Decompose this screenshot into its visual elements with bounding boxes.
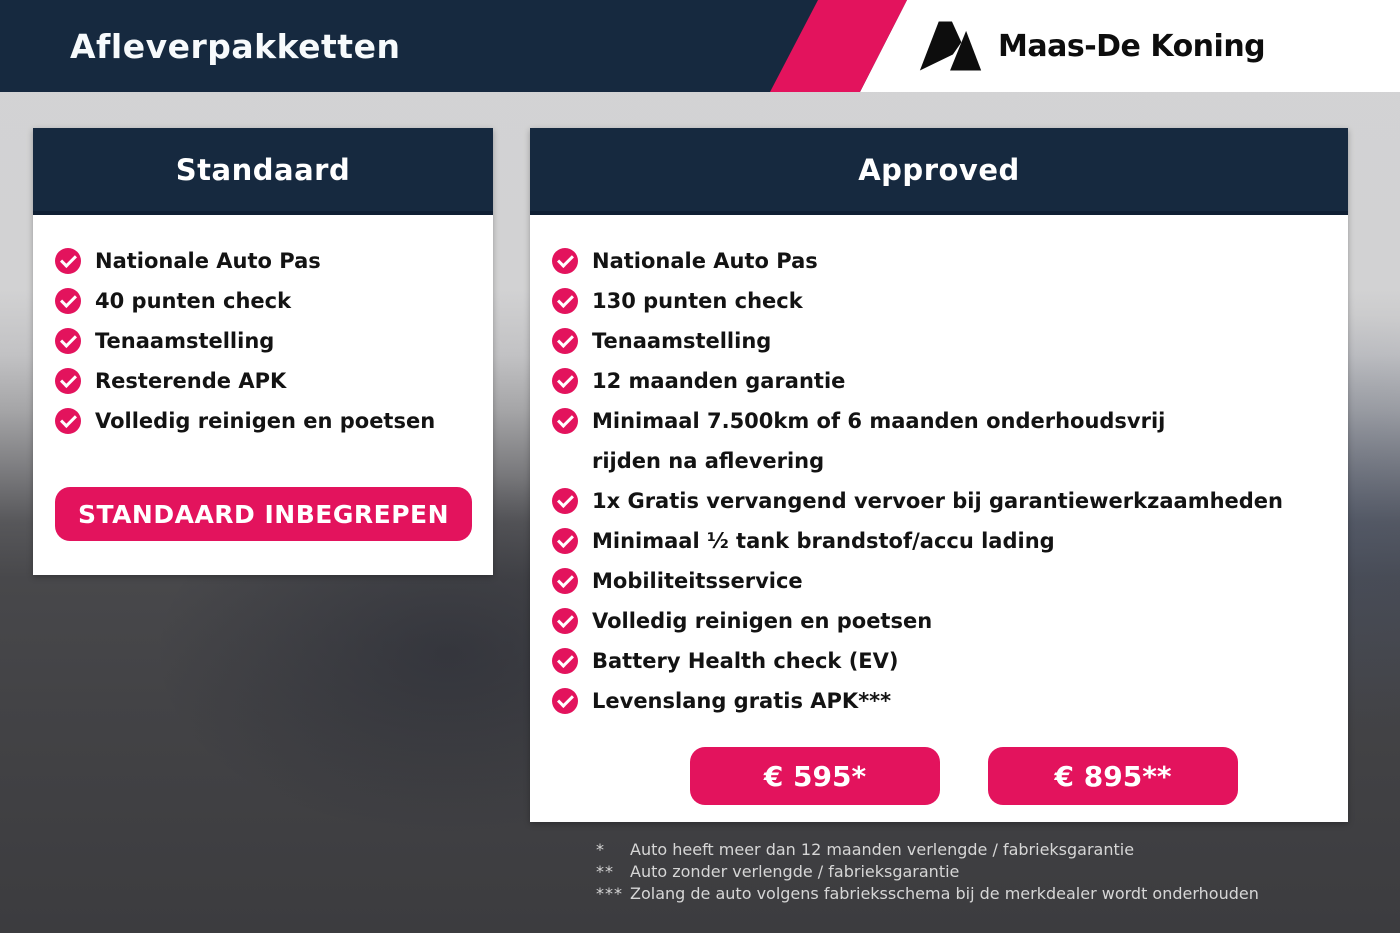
footnote-mark: ***	[596, 883, 623, 903]
standaard-included-button[interactable]: STANDAARD INBEGREPEN	[55, 487, 472, 541]
card-approved-header	[530, 128, 1348, 215]
check-circle-icon	[55, 368, 81, 394]
list-item	[552, 601, 1330, 641]
brand-name: Maas-De Koning	[998, 28, 1266, 64]
item-label: Resterende APK	[95, 369, 287, 393]
footnote-text: Zolang de auto volgens fabrieksschema bij de merkdealer wordt onderhouden	[630, 883, 1259, 903]
item-label: Tenaamstelling	[592, 329, 772, 353]
check-circle-icon	[55, 288, 81, 314]
check-circle-icon	[552, 328, 578, 354]
approved-feature-list	[552, 241, 1330, 721]
list-item	[55, 401, 475, 441]
list-item	[55, 361, 475, 401]
card-approved	[530, 128, 1348, 822]
check-circle-icon	[55, 328, 81, 354]
footnote-text: Auto zonder verlengde / fabrieksgarantie	[630, 861, 960, 881]
footnote	[596, 838, 1259, 860]
check-circle-icon	[552, 608, 578, 634]
list-item	[552, 361, 1330, 401]
price-595-button[interactable]: € 595*	[690, 747, 940, 805]
item-label: 1x Gratis vervangend vervoer bij garantiewerkzaamheden	[592, 489, 1283, 513]
footnote-mark: *	[596, 839, 605, 859]
card-standaard	[33, 128, 493, 575]
list-item	[55, 281, 475, 321]
list-item	[552, 481, 1330, 521]
check-circle-icon	[55, 408, 81, 434]
item-label: 130 punten check	[592, 289, 803, 313]
list-item	[552, 561, 1330, 601]
list-item	[55, 321, 475, 361]
item-label: Nationale Auto Pas	[592, 249, 818, 273]
footnote	[596, 860, 1259, 882]
check-circle-icon	[552, 488, 578, 514]
brand-logo	[918, 0, 1265, 92]
footnote	[596, 882, 1259, 904]
list-item	[55, 241, 475, 281]
footnotes	[596, 838, 1259, 904]
item-label: Levenslang gratis APK***	[592, 689, 892, 713]
check-circle-icon	[552, 368, 578, 394]
item-label: Minimaal 7.500km of 6 maanden onderhoudsvrij	[592, 409, 1166, 433]
list-item	[552, 241, 1330, 281]
item-label: Tenaamstelling	[95, 329, 275, 353]
list-item	[552, 681, 1330, 721]
standaard-feature-list	[55, 241, 475, 441]
item-label: 12 maanden garantie	[592, 369, 846, 393]
check-circle-icon	[552, 528, 578, 554]
item-label: Volledig reinigen en poetsen	[592, 609, 933, 633]
list-item	[552, 401, 1330, 441]
card-standaard-header	[33, 128, 493, 215]
list-item-continuation	[592, 441, 1330, 481]
check-circle-icon	[552, 648, 578, 674]
footnote-mark: **	[596, 861, 614, 881]
header-bar	[0, 0, 1400, 92]
card-approved-body	[530, 215, 1348, 721]
card-standaard-title: Standaard	[175, 152, 351, 187]
check-circle-icon	[552, 288, 578, 314]
item-label: Battery Health check (EV)	[592, 649, 899, 673]
check-circle-icon	[552, 248, 578, 274]
list-item	[552, 641, 1330, 681]
check-circle-icon	[552, 408, 578, 434]
list-item	[552, 521, 1330, 561]
maas-de-koning-logo-icon	[918, 19, 984, 73]
price-895-button[interactable]: € 895**	[988, 747, 1238, 805]
card-approved-title: Approved	[858, 152, 1020, 187]
item-label: Nationale Auto Pas	[95, 249, 321, 273]
card-standaard-body	[33, 215, 493, 441]
item-label: rijden na aflevering	[592, 449, 825, 473]
check-circle-icon	[552, 688, 578, 714]
page-title: Afleverpakketten	[70, 26, 401, 66]
check-circle-icon	[55, 248, 81, 274]
item-label: Mobiliteitsservice	[592, 569, 803, 593]
list-item	[552, 321, 1330, 361]
item-label: Minimaal ½ tank brandstof/accu lading	[592, 529, 1055, 553]
list-item	[552, 281, 1330, 321]
item-label: 40 punten check	[95, 289, 292, 313]
item-label: Volledig reinigen en poetsen	[95, 409, 436, 433]
check-circle-icon	[552, 568, 578, 594]
footnote-text: Auto heeft meer dan 12 maanden verlengde / fabrieksgarantie	[630, 839, 1135, 859]
